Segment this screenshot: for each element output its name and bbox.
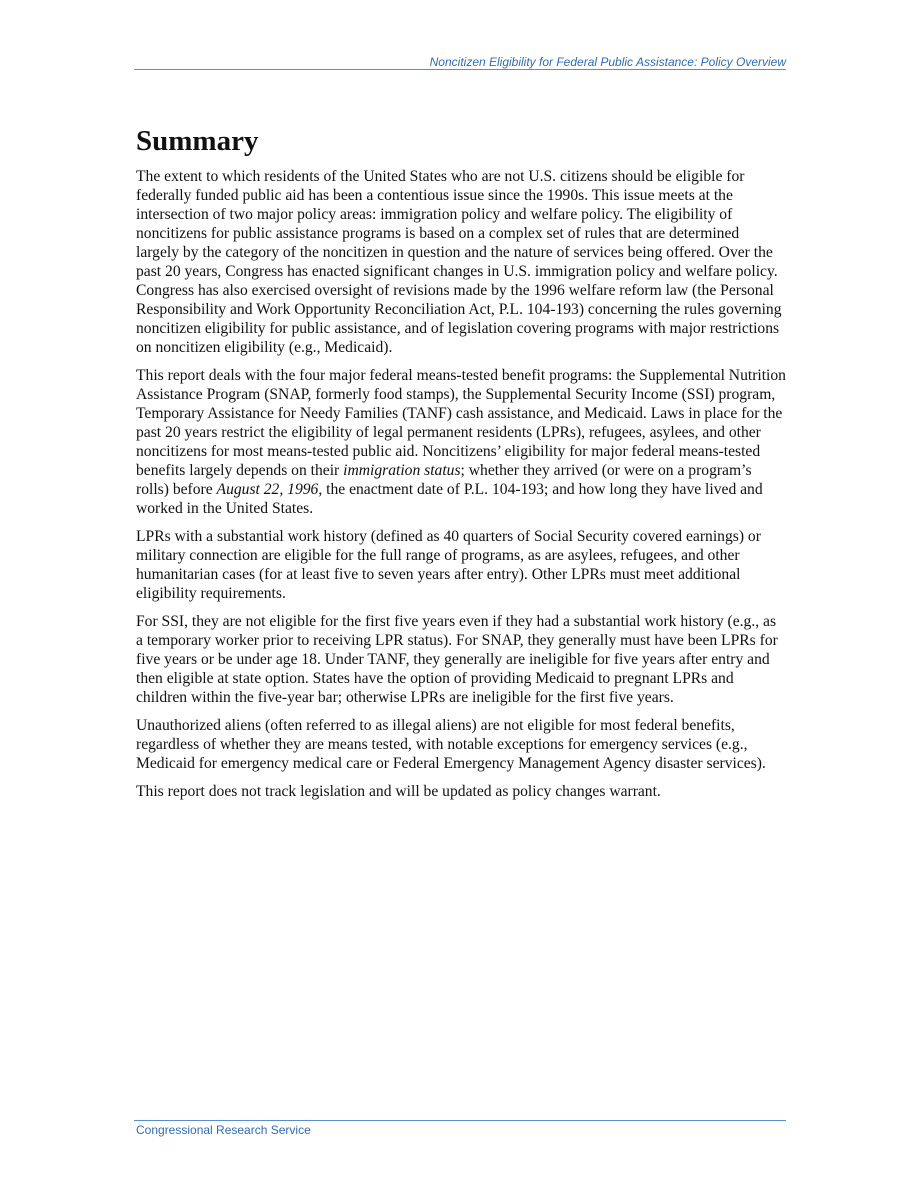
paragraph-2-text-c: , the enactment date of P.L. 104-193; and how long they have lived and worked in the United States. <box>136 481 763 517</box>
paragraph-4: For SSI, they are not eligible for the first five years even if they had a substantial work history (e.g., as a temporary worker prior to receiving LPR status). For SNAP, they generally must have been LPRs for five years or be under age 18. Under TANF, they generally are ineligible for five years after entry and then eligible at state option. States have the option of providing Medicaid to pregnant LPRs and children within the five-year bar; otherwise LPRs are ineligible for the first five years. <box>136 613 778 706</box>
page-title: Summary <box>136 125 259 157</box>
summary-body <box>136 167 786 810</box>
immigration-status-emphasis: immigration status <box>343 462 461 479</box>
paragraph-2 <box>136 366 786 518</box>
enactment-date-emphasis: August 22, 1996 <box>216 481 319 498</box>
footer-divider <box>134 1120 786 1121</box>
paragraph-3: LPRs with a substantial work history (defined as 40 quarters of Social Security covered earnings) or military connection are eligible for the full range of programs, as are asylees, refugees, and other humanitarian cases (for at least five to seven years after entry). Other LPRs must meet additional eligibility requirements. <box>136 528 761 602</box>
paragraph-5: Unauthorized aliens (often referred to as illegal aliens) are not eligible for most federal benefits, regardless of whether they are means tested, with notable exceptions for emergency services (e.g., Medicaid for emergency medical care or Federal Emergency Management Agency disaster services). <box>136 717 766 772</box>
header-divider <box>134 69 786 70</box>
footer-publisher: Congressional Research Service <box>136 1123 311 1137</box>
paragraph-6: This report does not track legislation and will be updated as policy changes warrant. <box>136 783 661 800</box>
paragraph-1: The extent to which residents of the United States who are not U.S. citizens should be eligible for federally funded public aid has been a contentious issue since the 1990s. This issue meets at the intersection of two major policy areas: immigration policy and welfare policy. The eligibility of noncitizens for public assistance programs is based on a complex set of rules that are determined largely by the category of the noncitizen in question and the nature of services being offered. Over the past 20 years, Congress has enacted significant changes in U.S. immigration policy and welfare policy. Congress has also exercised oversight of revisions made by the 1996 welfare reform law (the Personal Responsibility and Work Opportunity Reconciliation Act, P.L. 104-193) concerning the rules governing noncitizen eligibility for public assistance, and of legislation covering programs with major restrictions on noncitizen eligibility (e.g., Medicaid). <box>136 168 782 356</box>
paragraph-2-text-a: This report deals with the four major federal means-tested benefit programs: the Supplemental Nutrition Assistance Program (SNAP, formerly food stamps), the Supplemental Security Income (SSI) program, Temporary Assistance for Needy Families (TANF) cash assistance, and Medicaid. Laws in place for the past 20 years restrict the eligibility of legal permanent residents (LPRs), refugees, asylees, and other noncitizens for most means-tested public aid. Noncitizens’ eligibility for major federal means-tested benefits largely depends on their <box>136 367 786 479</box>
running-header: Noncitizen Eligibility for Federal Public Assistance: Policy Overview <box>429 55 786 69</box>
paragraph-2-text-b: ; whether they arrived (or were on a program’s rolls) before <box>136 462 752 498</box>
